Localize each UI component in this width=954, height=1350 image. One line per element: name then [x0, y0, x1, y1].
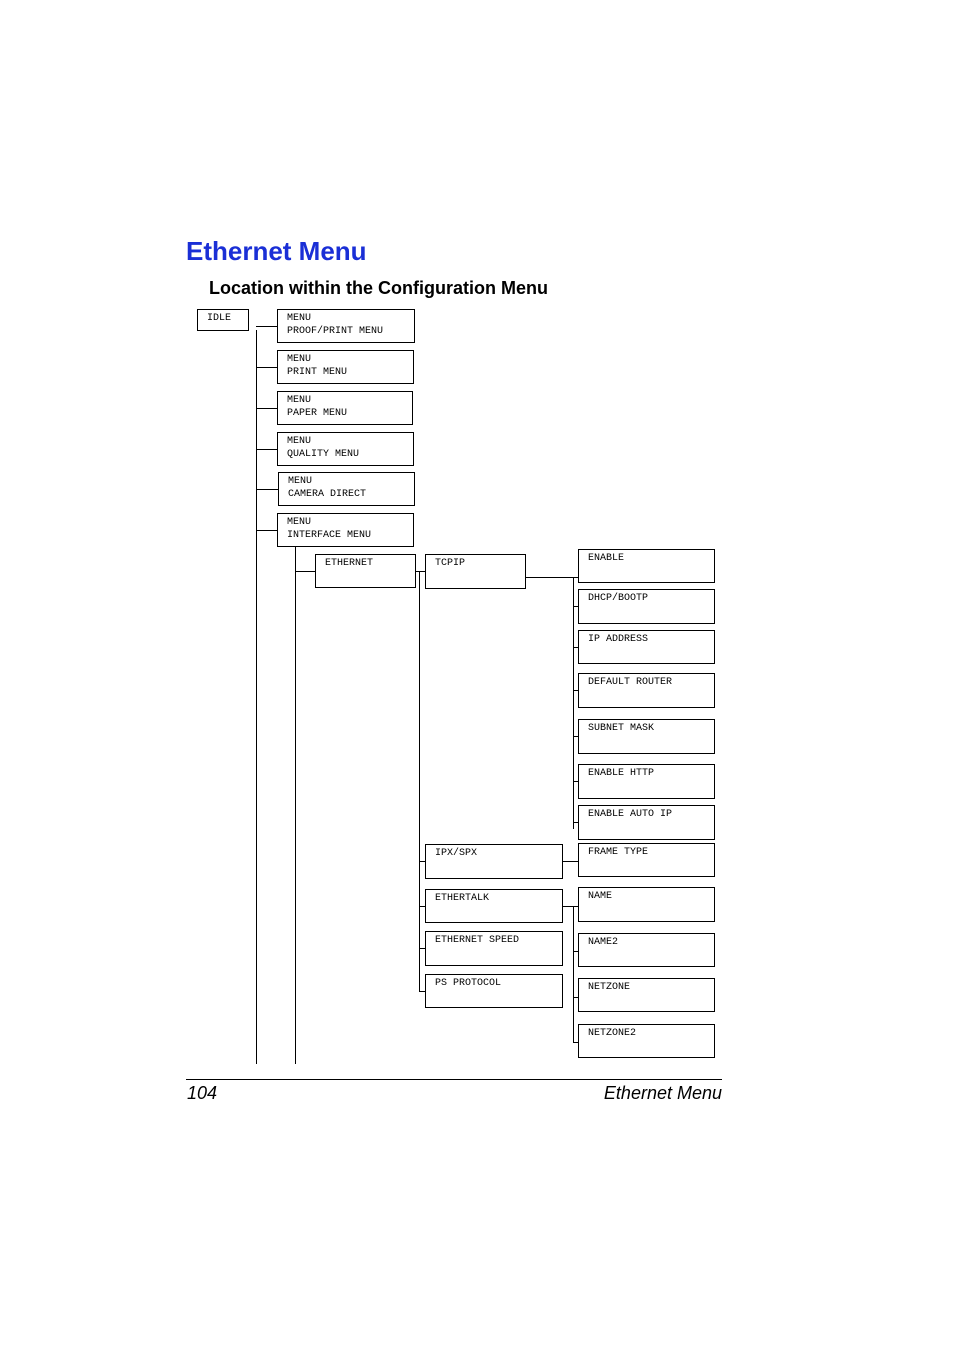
connector-ethertalk-trunk	[573, 906, 574, 1042]
footer-rule	[186, 1079, 722, 1080]
connector-interface-trunk	[295, 547, 296, 1064]
menu-box-default-router: DEFAULT ROUTER	[578, 673, 715, 708]
menu-box-proof-print: MENU PROOF/PRINT MENU	[277, 309, 415, 343]
connector-idle-trunk	[256, 330, 257, 1064]
connector-ethernet	[295, 571, 315, 572]
menu-box-name: NAME	[578, 887, 715, 922]
footer-page-number: 104	[187, 1083, 218, 1103]
page-title: Ethernet Menu	[186, 236, 367, 266]
connector-main-6	[256, 530, 277, 531]
connector-ethernet-tcpip	[415, 571, 425, 572]
connector-tcpip-trunk	[573, 577, 574, 829]
menu-box-ethernet-speed: ETHERNET SPEED	[425, 931, 563, 966]
connector-main-1	[256, 326, 277, 327]
menu-box-quality: MENU QUALITY MENU	[277, 432, 414, 466]
connector-main-4	[256, 449, 277, 450]
menu-box-ps-protocol: PS PROTOCOL	[425, 974, 563, 1008]
connector-tcpip-items	[525, 577, 578, 578]
menu-box-enable-auto-ip: ENABLE AUTO IP	[578, 805, 715, 840]
menu-box-dhcp-bootp: DHCP/BOOTP	[578, 589, 715, 624]
connector-protocol-trunk	[419, 571, 420, 992]
menu-box-netzone2: NETZONE2	[578, 1024, 715, 1058]
menu-box-ipx-spx: IPX/SPX	[425, 844, 563, 879]
connector-main-5	[256, 489, 278, 490]
menu-box-name2: NAME2	[578, 933, 715, 967]
menu-box-subnet-mask: SUBNET MASK	[578, 719, 715, 754]
footer-section-title: Ethernet Menu	[603, 1083, 722, 1103]
menu-box-frame-type: FRAME TYPE	[578, 843, 715, 877]
section-subtitle: Location within the Configuration Menu	[209, 278, 548, 298]
menu-box-enable: ENABLE	[578, 549, 715, 583]
menu-box-ethertalk: ETHERTALK	[425, 889, 563, 923]
connector-main-3	[256, 408, 277, 409]
connector-ipxspx-frame	[562, 861, 578, 862]
menu-box-ethernet: ETHERNET	[315, 554, 416, 588]
menu-box-interface: MENU INTERFACE MENU	[277, 513, 414, 547]
menu-box-print: MENU PRINT MENU	[277, 350, 414, 384]
menu-box-tcpip: TCPIP	[425, 554, 526, 589]
connector-ethertalk-items	[562, 906, 578, 907]
menu-box-netzone: NETZONE	[578, 978, 715, 1012]
connector-main-2	[256, 367, 277, 368]
menu-box-camera-direct: MENU CAMERA DIRECT	[278, 472, 415, 506]
menu-box-paper: MENU PAPER MENU	[277, 391, 413, 425]
menu-box-idle: IDLE	[197, 309, 249, 331]
menu-box-ip-address: IP ADDRESS	[578, 630, 715, 664]
menu-box-enable-http: ENABLE HTTP	[578, 764, 715, 799]
